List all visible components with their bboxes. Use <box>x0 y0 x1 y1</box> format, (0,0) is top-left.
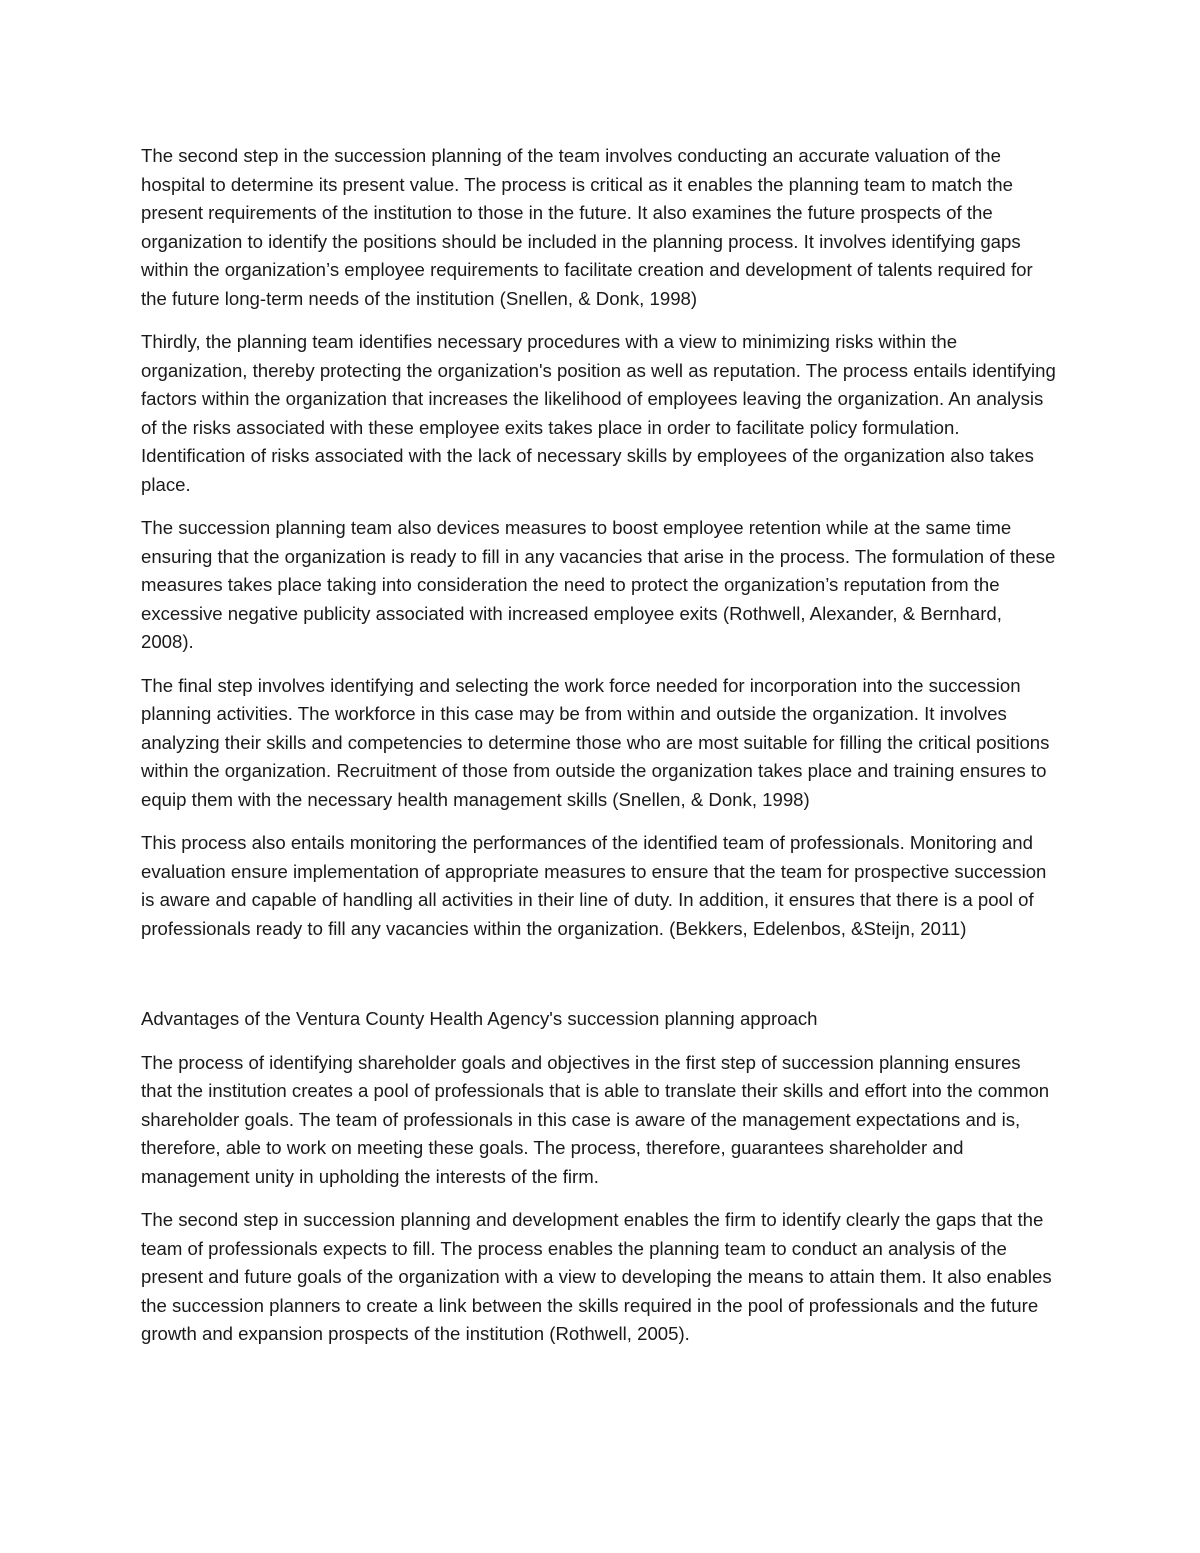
document-body <box>141 142 1056 1364</box>
section-heading: Advantages of the Ventura County Health Agency's succession planning approach <box>141 1008 818 1029</box>
paragraph-final-step: The final step involves identifying and selecting the work force needed for incorporation into the succession planning activities. The workforce in this case may be from within and outside the organization. It involves analyzing their skills and competencies to determine those who are most suitable for filling the critical positions within the organization. Recruitment of those from outside the organization takes place and training ensures to equip them with the necessary health management skills (Snellen, & Donk, 1998) <box>141 674 1050 810</box>
paragraph-risk-procedures: Thirdly, the planning team identifies necessary procedures with a view to minimizing risks within the organization, thereby protecting the organization's position as well as reputation. The process entails identifying factors within the organization that increases the likelihood of employees leaving the organization. An analysis of the risks associated with these employee exits takes place in order to facilitate policy formulation. Identification of risks associated with the lack of necessary skills by employees of the organization also takes place. <box>141 331 1056 495</box>
paragraph-monitoring: This process also entails monitoring the performances of the identified team of professionals. Monitoring and evaluation ensure implementation of appropriate measures to ensure that the team for prospective succession is aware and capable of handling all activities in their line of duty. In addition, it ensures that there is a pool of professionals ready to fill any vacancies within the organization. (Bekkers, Edelenbos, &Steijn, 2011) <box>141 832 1047 939</box>
paragraph-shareholder-goals: The process of identifying shareholder goals and objectives in the first step of succession planning ensures that the institution creates a pool of professionals that is able to translate their skills and effort into the common shareholder goals. The team of professionals in this case is aware of the management expectations and is, therefore, able to work on meeting these goals. The process, therefore, guarantees shareholder and management unity in upholding the interests of the firm. <box>141 1051 1050 1187</box>
paragraph-gap-identification: The second step in succession planning and development enables the firm to identify clearly the gaps that the team of professionals expects to fill. The process enables the planning team to conduct an analysis of the present and future goals of the organization with a view to developing the means to attain them. It also enables the succession planners to create a link between the skills required in the pool of professionals and the future growth and expansion prospects of the institution (Rothwell, 2005). <box>141 1209 1052 1344</box>
paragraph-retention-measures: The succession planning team also devices measures to boost employee retention while at the same time ensuring that the organization is ready to fill in any vacancies that arise in the process. The formulation of these measures takes place taking into consideration the need to protect the organization’s reputation from the excessive negative publicity associated with increased employee exits (Rothwell, Alexander, & Bernhard, 2008). <box>141 517 1056 652</box>
paragraph-valuation-step: The second step in the succession planning of the team involves conducting an accurate valuation of the hospital to determine its present value. The process is critical as it enables the planning team to match the present requirements of the institution to those in the future. It also examines the future prospects of the organization to identify the positions should be included in the planning process. It involves identifying gaps within the organization’s employee requirements to facilitate creation and development of talents required for the future long-term needs of the institution (Snellen, & Donk, 1998) <box>141 145 1033 309</box>
